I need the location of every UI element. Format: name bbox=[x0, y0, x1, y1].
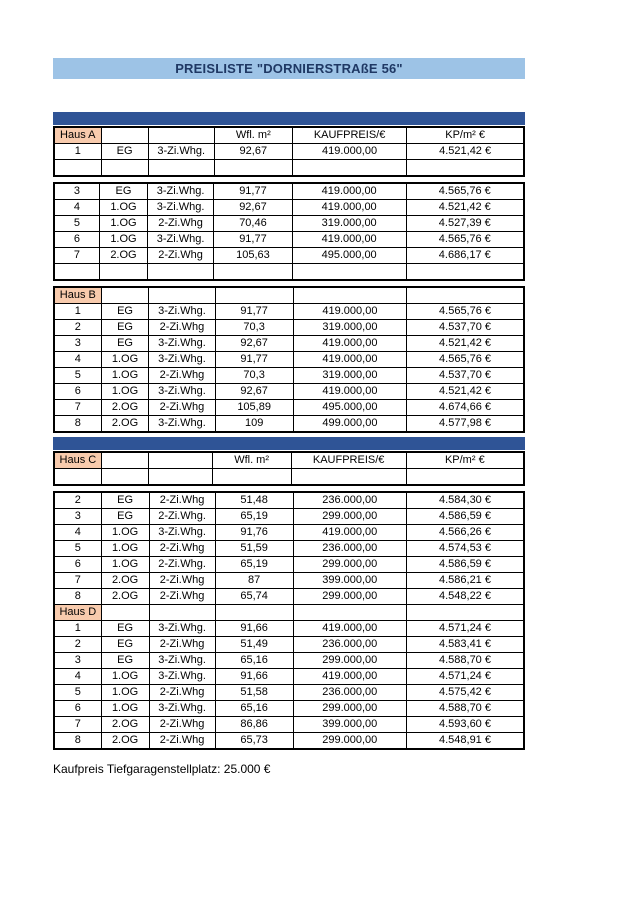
unit-number-cell: 3 bbox=[54, 336, 101, 352]
area-cell: 51,58 bbox=[215, 685, 293, 701]
unit-number-cell: 1 bbox=[54, 144, 101, 160]
price-row bbox=[54, 248, 524, 264]
price-per-sqm-cell: 4.537,70 € bbox=[407, 368, 524, 384]
price-row bbox=[54, 653, 524, 669]
price-per-sqm-cell: 4.548,22 € bbox=[406, 589, 524, 605]
price-row bbox=[54, 232, 524, 248]
price-cell: 495.000,00 bbox=[292, 248, 406, 264]
unit-type-cell: 2-Zi.Whg bbox=[149, 589, 215, 605]
area-cell: 65,19 bbox=[215, 557, 293, 573]
unit-number-cell: 5 bbox=[54, 216, 99, 232]
unit-type-cell: 2-Zi.Whg bbox=[149, 717, 215, 733]
unit-type-cell: 3-Zi.Whg. bbox=[147, 183, 213, 200]
area-cell bbox=[215, 287, 293, 304]
price-cell: 236.000,00 bbox=[293, 541, 406, 557]
price-row bbox=[54, 701, 524, 717]
area-cell: 65,19 bbox=[215, 509, 293, 525]
floor-cell: 1.OG bbox=[99, 200, 147, 216]
area-cell: 91,77 bbox=[215, 304, 293, 320]
unit-type-cell: 2-Zi.Whg bbox=[149, 637, 215, 653]
price-cell: 399.000,00 bbox=[293, 717, 406, 733]
floor-cell: 2.OG bbox=[101, 717, 149, 733]
haus-label-row bbox=[54, 287, 524, 304]
area-cell: 65,73 bbox=[215, 733, 293, 750]
unit-number-cell: 7 bbox=[54, 573, 101, 589]
price-row bbox=[54, 416, 524, 433]
area-cell: 51,48 bbox=[215, 492, 293, 509]
price-cell: 399.000,00 bbox=[293, 573, 406, 589]
unit-type-cell bbox=[148, 127, 214, 144]
area-cell bbox=[214, 160, 292, 177]
unit-type-cell: 3-Zi.Whg. bbox=[149, 304, 215, 320]
unit-type-cell: 3-Zi.Whg. bbox=[149, 336, 215, 352]
price-row bbox=[54, 509, 524, 525]
price-table-haus-a-b bbox=[53, 112, 525, 433]
price-per-sqm-cell: 4.686,17 € bbox=[406, 248, 524, 264]
price-per-sqm-cell: 4.521,42 € bbox=[407, 336, 524, 352]
price-cell: 299.000,00 bbox=[293, 557, 406, 573]
unit-type-cell: 3-Zi.Whg. bbox=[149, 621, 215, 637]
unit-number-cell: 8 bbox=[54, 416, 101, 433]
unit-number-cell: 6 bbox=[54, 384, 101, 400]
unit-type-cell: 2-Zi.Whg bbox=[149, 368, 215, 384]
price-cell: 299.000,00 bbox=[293, 509, 406, 525]
floor-cell bbox=[99, 264, 147, 281]
price-cell: 419.000,00 bbox=[293, 621, 406, 637]
unit-number-cell bbox=[54, 469, 101, 486]
price-cell bbox=[293, 287, 406, 304]
unit-number-cell: 6 bbox=[54, 701, 101, 717]
unit-type-cell: 3-Zi.Whg. bbox=[149, 701, 215, 717]
price-cell: 236.000,00 bbox=[293, 637, 406, 653]
floor-cell: EG bbox=[101, 320, 149, 336]
price-cell: 419.000,00 bbox=[292, 200, 406, 216]
floor-cell: 1.OG bbox=[101, 557, 149, 573]
price-row bbox=[54, 492, 524, 509]
price-row bbox=[54, 589, 524, 605]
price-per-sqm-cell: 4.565,76 € bbox=[407, 304, 524, 320]
haus-label-cell: Haus C bbox=[54, 452, 101, 469]
price-per-sqm-cell: 4.521,42 € bbox=[407, 144, 524, 160]
floor-cell: EG bbox=[99, 183, 147, 200]
price-table-block bbox=[53, 286, 525, 433]
unit-number-cell: 7 bbox=[54, 248, 99, 264]
haus-label-cell: Haus D bbox=[54, 605, 101, 621]
price-per-sqm-cell: 4.521,42 € bbox=[407, 384, 524, 400]
price-per-sqm-cell bbox=[406, 605, 524, 621]
price-cell: 419.000,00 bbox=[293, 352, 406, 368]
area-cell: 92,67 bbox=[214, 144, 292, 160]
price-row bbox=[54, 669, 524, 685]
unit-type-cell: 2-Zi.Whg bbox=[147, 248, 213, 264]
unit-type-cell: 3-Zi.Whg. bbox=[148, 144, 214, 160]
price-cell: 299.000,00 bbox=[293, 701, 406, 717]
floor-cell: 2.OG bbox=[101, 400, 149, 416]
page-title: PREISLISTE "DORNIERSTRAßE 56" bbox=[53, 58, 525, 79]
unit-number-cell: 2 bbox=[54, 637, 101, 653]
price-per-sqm-cell: 4.577,98 € bbox=[407, 416, 524, 433]
price-row bbox=[54, 368, 524, 384]
price-row bbox=[54, 717, 524, 733]
unit-number-cell: 6 bbox=[54, 232, 99, 248]
unit-number-cell: 5 bbox=[54, 685, 101, 701]
unit-type-cell bbox=[148, 452, 212, 469]
price-row bbox=[54, 384, 524, 400]
floor-cell bbox=[101, 127, 148, 144]
table-top-band bbox=[53, 437, 525, 450]
unit-type-cell bbox=[149, 287, 215, 304]
price-row bbox=[54, 557, 524, 573]
area-cell: 91,77 bbox=[214, 183, 293, 200]
empty-row bbox=[54, 264, 524, 281]
price-row bbox=[54, 400, 524, 416]
floor-cell: 1.OG bbox=[101, 352, 149, 368]
floor-cell: EG bbox=[101, 492, 149, 509]
unit-number-cell: 2 bbox=[54, 492, 101, 509]
haus-label-cell: Haus B bbox=[54, 287, 101, 304]
area-cell: 86,86 bbox=[215, 717, 293, 733]
unit-number-cell bbox=[54, 264, 99, 281]
area-cell: Wfl. m² bbox=[214, 127, 292, 144]
unit-type-cell: 3-Zi.Whg. bbox=[149, 416, 215, 433]
area-cell: 109 bbox=[215, 416, 293, 433]
haus-label-cell: Haus A bbox=[54, 127, 101, 144]
unit-number-cell: 5 bbox=[54, 368, 101, 384]
floor-cell: 2.OG bbox=[101, 589, 149, 605]
price-per-sqm-cell bbox=[407, 287, 524, 304]
area-cell: 91,77 bbox=[214, 232, 293, 248]
price-cell: 299.000,00 bbox=[293, 589, 406, 605]
unit-type-cell: 3-Zi.Whg. bbox=[147, 200, 213, 216]
area-cell: 92,67 bbox=[215, 336, 293, 352]
price-row bbox=[54, 525, 524, 541]
unit-number-cell: 8 bbox=[54, 589, 101, 605]
floor-cell: 1.OG bbox=[101, 669, 149, 685]
price-cell bbox=[291, 469, 406, 486]
price-cell: 236.000,00 bbox=[293, 492, 406, 509]
area-cell bbox=[214, 264, 293, 281]
price-row bbox=[54, 573, 524, 589]
price-cell: 419.000,00 bbox=[292, 144, 406, 160]
price-table-block bbox=[53, 491, 525, 750]
price-per-sqm-cell: 4.548,91 € bbox=[406, 733, 524, 750]
unit-number-cell: 6 bbox=[54, 557, 101, 573]
price-row bbox=[54, 320, 524, 336]
price-cell: 419.000,00 bbox=[293, 384, 406, 400]
haus-label-row bbox=[54, 605, 524, 621]
price-row bbox=[54, 733, 524, 750]
price-cell: 299.000,00 bbox=[293, 653, 406, 669]
area-cell: 70,3 bbox=[215, 368, 293, 384]
unit-type-cell: 2-Zi.Whg. bbox=[149, 557, 215, 573]
price-per-sqm-cell: 4.571,24 € bbox=[406, 621, 524, 637]
unit-number-cell: 8 bbox=[54, 733, 101, 750]
area-cell: 70,46 bbox=[214, 216, 293, 232]
price-per-sqm-cell: 4.575,42 € bbox=[406, 685, 524, 701]
price-per-sqm-cell: 4.521,42 € bbox=[406, 200, 524, 216]
unit-number-cell: 1 bbox=[54, 621, 101, 637]
price-row bbox=[54, 685, 524, 701]
floor-cell: EG bbox=[101, 336, 149, 352]
price-per-sqm-cell: 4.583,41 € bbox=[406, 637, 524, 653]
floor-cell: 1.OG bbox=[101, 384, 149, 400]
area-cell bbox=[212, 469, 291, 486]
floor-cell: 1.OG bbox=[101, 525, 149, 541]
unit-number-cell: 4 bbox=[54, 352, 101, 368]
unit-type-cell: 2-Zi.Whg bbox=[149, 400, 215, 416]
area-cell bbox=[215, 605, 293, 621]
price-cell: 419.000,00 bbox=[292, 232, 406, 248]
price-per-sqm-cell: 4.593,60 € bbox=[406, 717, 524, 733]
price-table-block bbox=[53, 451, 525, 486]
area-cell: 51,49 bbox=[215, 637, 293, 653]
price-cell bbox=[293, 605, 406, 621]
price-cell: 319.000,00 bbox=[293, 368, 406, 384]
unit-type-cell bbox=[148, 469, 212, 486]
price-cell: KAUFPREIS/€ bbox=[291, 452, 406, 469]
area-cell: 70,3 bbox=[215, 320, 293, 336]
price-per-sqm-cell: 4.674,66 € bbox=[407, 400, 524, 416]
price-per-sqm-cell bbox=[406, 264, 524, 281]
price-cell: 319.000,00 bbox=[293, 320, 406, 336]
price-cell: 419.000,00 bbox=[293, 304, 406, 320]
price-per-sqm-cell: 4.586,59 € bbox=[406, 557, 524, 573]
floor-cell: 2.OG bbox=[101, 416, 149, 433]
price-cell: 419.000,00 bbox=[293, 525, 406, 541]
garage-price-note: Kaufpreis Tiefgaragenstellplatz: 25.000 € bbox=[53, 762, 271, 776]
floor-cell bbox=[101, 605, 149, 621]
price-cell: 419.000,00 bbox=[293, 669, 406, 685]
price-row bbox=[54, 336, 524, 352]
unit-type-cell: 2-Zi.Whg bbox=[149, 733, 215, 750]
area-cell: 91,76 bbox=[215, 525, 293, 541]
price-cell: 419.000,00 bbox=[292, 183, 406, 200]
empty-row bbox=[54, 160, 524, 177]
unit-type-cell: 2-Zi.Whg bbox=[149, 573, 215, 589]
unit-number-cell: 3 bbox=[54, 183, 99, 200]
price-row bbox=[54, 304, 524, 320]
price-per-sqm-cell: 4.571,24 € bbox=[406, 669, 524, 685]
price-per-sqm-cell: KP/m² € bbox=[406, 452, 524, 469]
price-cell: 236.000,00 bbox=[293, 685, 406, 701]
unit-number-cell: 7 bbox=[54, 717, 101, 733]
floor-cell: 1.OG bbox=[99, 232, 147, 248]
unit-number-cell: 4 bbox=[54, 525, 101, 541]
area-cell: 91,66 bbox=[215, 669, 293, 685]
floor-cell: 2.OG bbox=[101, 573, 149, 589]
floor-cell: EG bbox=[101, 621, 149, 637]
price-cell: 299.000,00 bbox=[293, 733, 406, 750]
area-cell: 91,66 bbox=[215, 621, 293, 637]
floor-cell: EG bbox=[101, 637, 149, 653]
price-cell: KAUFPREIS/€ bbox=[292, 127, 406, 144]
table-blocks-haus-c-d bbox=[53, 451, 525, 750]
area-cell: Wfl. m² bbox=[212, 452, 291, 469]
price-cell: 419.000,00 bbox=[293, 336, 406, 352]
unit-type-cell: 3-Zi.Whg. bbox=[147, 232, 213, 248]
table-blocks-haus-a-b bbox=[53, 126, 525, 433]
floor-cell bbox=[101, 469, 148, 486]
area-cell: 92,67 bbox=[215, 384, 293, 400]
area-cell: 65,16 bbox=[215, 701, 293, 717]
area-cell: 51,59 bbox=[215, 541, 293, 557]
floor-cell: 1.OG bbox=[101, 701, 149, 717]
price-per-sqm-cell: 4.588,70 € bbox=[406, 701, 524, 717]
price-row bbox=[54, 183, 524, 200]
unit-number-cell: 7 bbox=[54, 400, 101, 416]
haus-label-row bbox=[54, 127, 524, 144]
price-per-sqm-cell bbox=[407, 160, 524, 177]
floor-cell: EG bbox=[101, 653, 149, 669]
area-cell: 65,16 bbox=[215, 653, 293, 669]
unit-type-cell bbox=[147, 264, 213, 281]
area-cell: 105,89 bbox=[215, 400, 293, 416]
unit-number-cell: 2 bbox=[54, 320, 101, 336]
floor-cell: EG bbox=[101, 509, 149, 525]
price-per-sqm-cell: 4.574,53 € bbox=[406, 541, 524, 557]
unit-type-cell: 2-Zi.Whg bbox=[149, 685, 215, 701]
floor-cell: EG bbox=[101, 144, 148, 160]
price-cell bbox=[292, 160, 406, 177]
unit-number-cell: 3 bbox=[54, 509, 101, 525]
floor-cell: EG bbox=[101, 304, 149, 320]
price-cell: 319.000,00 bbox=[292, 216, 406, 232]
unit-type-cell: 3-Zi.Whg. bbox=[149, 525, 215, 541]
table-top-band bbox=[53, 112, 525, 125]
floor-cell: 1.OG bbox=[99, 216, 147, 232]
unit-number-cell bbox=[54, 160, 101, 177]
unit-type-cell: 2-Zi.Whg bbox=[147, 216, 213, 232]
area-cell: 92,67 bbox=[214, 200, 293, 216]
price-cell: 495.000,00 bbox=[293, 400, 406, 416]
price-per-sqm-cell: 4.565,76 € bbox=[407, 352, 524, 368]
area-cell: 105,63 bbox=[214, 248, 293, 264]
price-cell: 499.000,00 bbox=[293, 416, 406, 433]
unit-number-cell: 1 bbox=[54, 304, 101, 320]
unit-type-cell: 3-Zi.Whg. bbox=[149, 669, 215, 685]
price-per-sqm-cell: 4.584,30 € bbox=[406, 492, 524, 509]
floor-cell: 2.OG bbox=[101, 733, 149, 750]
floor-cell bbox=[101, 287, 149, 304]
unit-type-cell: 3-Zi.Whg. bbox=[149, 653, 215, 669]
unit-type-cell: 3-Zi.Whg. bbox=[149, 384, 215, 400]
price-per-sqm-cell: 4.565,76 € bbox=[406, 232, 524, 248]
price-per-sqm-cell: 4.586,59 € bbox=[406, 509, 524, 525]
area-cell: 87 bbox=[215, 573, 293, 589]
floor-cell: 1.OG bbox=[101, 368, 149, 384]
price-row bbox=[54, 637, 524, 653]
area-cell: 91,77 bbox=[215, 352, 293, 368]
price-row bbox=[54, 352, 524, 368]
unit-number-cell: 5 bbox=[54, 541, 101, 557]
empty-row bbox=[54, 469, 524, 486]
price-per-sqm-cell: 4.527,39 € bbox=[406, 216, 524, 232]
unit-type-cell: 2-Zi.Whg. bbox=[149, 509, 215, 525]
price-row bbox=[54, 144, 524, 160]
unit-type-cell: 3-Zi.Whg. bbox=[149, 352, 215, 368]
price-per-sqm-cell: 4.537,70 € bbox=[407, 320, 524, 336]
floor-cell bbox=[101, 452, 148, 469]
floor-cell: 2.OG bbox=[99, 248, 147, 264]
haus-label-row bbox=[54, 452, 524, 469]
area-cell: 65,74 bbox=[215, 589, 293, 605]
unit-type-cell bbox=[149, 605, 215, 621]
floor-cell: 1.OG bbox=[101, 541, 149, 557]
price-table-block bbox=[53, 182, 525, 281]
unit-type-cell: 2-Zi.Whg bbox=[149, 492, 215, 509]
unit-number-cell: 3 bbox=[54, 653, 101, 669]
floor-cell bbox=[101, 160, 148, 177]
price-row bbox=[54, 216, 524, 232]
unit-number-cell: 4 bbox=[54, 669, 101, 685]
price-table-haus-c-d bbox=[53, 437, 525, 750]
price-cell bbox=[292, 264, 406, 281]
price-row bbox=[54, 200, 524, 216]
price-per-sqm-cell: 4.566,26 € bbox=[406, 525, 524, 541]
price-row bbox=[54, 621, 524, 637]
unit-type-cell bbox=[148, 160, 214, 177]
unit-type-cell: 2-Zi.Whg bbox=[149, 541, 215, 557]
price-per-sqm-cell: 4.588,70 € bbox=[406, 653, 524, 669]
price-per-sqm-cell: 4.565,76 € bbox=[406, 183, 524, 200]
unit-number-cell: 4 bbox=[54, 200, 99, 216]
price-row bbox=[54, 541, 524, 557]
price-per-sqm-cell: KP/m² € bbox=[407, 127, 524, 144]
price-table-block bbox=[53, 126, 525, 177]
price-per-sqm-cell bbox=[406, 469, 524, 486]
price-per-sqm-cell: 4.586,21 € bbox=[406, 573, 524, 589]
unit-type-cell: 2-Zi.Whg bbox=[149, 320, 215, 336]
floor-cell: 1.OG bbox=[101, 685, 149, 701]
